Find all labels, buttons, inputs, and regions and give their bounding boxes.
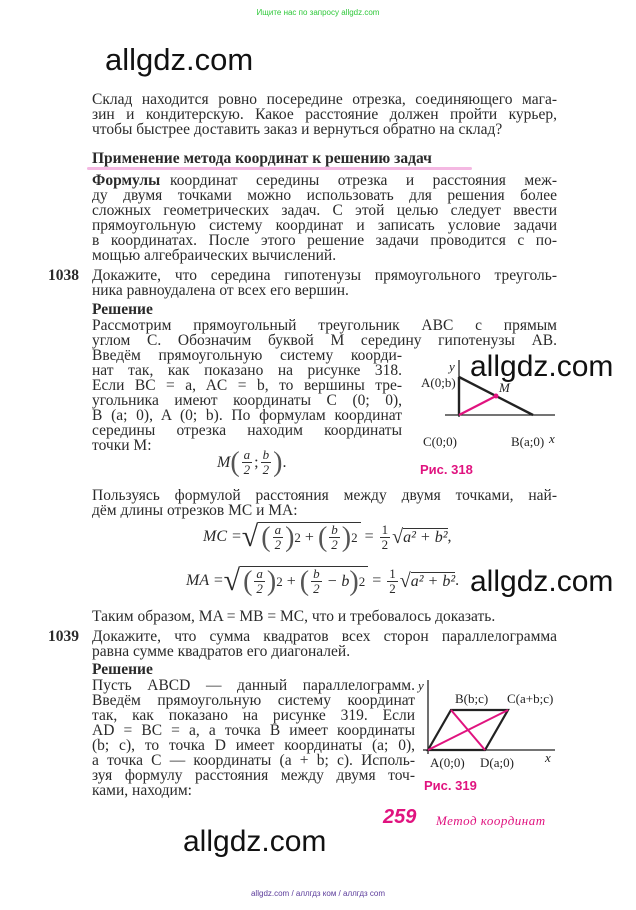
footer-watermark: allgdz.com / аллгдз ком / аллгдз com [250,889,386,898]
label-C: C(0;0) [423,434,457,449]
text-line: сложных геометрических задач. С этой целью следует ввести [92,202,557,219]
label-A: A(0;0) [430,755,465,770]
label-M: M [499,380,510,395]
watermark: allgdz.com [470,350,614,383]
task-number-1039: 1039 [48,628,79,645]
text-line: Пользуясь формулой расстояния между двумя точками, най- [92,487,557,504]
section-heading: Применение метода координат к решению задач [92,150,432,167]
text-line: (b; c), то точка D имеет координаты (a; 0), [92,737,415,754]
label-B: B(b;c) [455,691,489,706]
text-line: ками, находим: [92,782,192,799]
text-line: Если BC = a, AC = b, то вершины тре- [92,377,402,394]
watermark: allgdz.com [470,565,614,598]
text-line: нат так, как показано на рисунке 318. [92,362,402,379]
label-B: B(a;0) [511,434,545,449]
text-line: так, как показано на рисунке 319. Если [92,707,415,724]
fraction: a 2 [243,447,251,477]
text-line: в координатах. После этого решение задачи проводится с по- [92,232,557,249]
text-line: Таким образом, MA = MB = MC, что и требовалось доказать. [92,608,496,625]
formula-text: M [217,453,231,471]
text-line: прямоугольную систему координат и записать условие задачи [92,217,557,234]
label-x: x [549,431,555,446]
label-C: C(a+b;c) [507,691,554,706]
top-watermark: Ищите нас по запросу allgdz.com [256,8,380,17]
label-x: x [545,750,551,765]
text-line: мощью алгебраических вычислений. [92,247,337,264]
task-number-1038: 1038 [48,267,79,284]
figure-319 [415,676,565,776]
bold-term: Формулы [92,172,161,189]
heading-underline [87,167,472,170]
midpoint-formula: M ( a 2 ; b 2 ) . [217,446,287,478]
text-line: Введём прямоугольную систему коорди- [92,347,402,364]
label-y: y [418,678,424,693]
text-line: зуя формулу расстояния между двумя точ- [92,767,415,784]
text-line: угольника имеют координаты C (0; 0), [92,392,402,409]
text-line: углом C. Обозначим буквой M середину гипотенузы AB. [92,332,557,349]
text-line: Докажите, что сумма квадратов всех сторон параллелограмма [92,628,557,645]
figure-caption: Рис. 319 [424,778,477,793]
text-line: Рассмотрим прямоугольный треугольник ABC с прямым [92,317,557,334]
ma-formula: MA = √ ( a 2 ) 2 + ( b 2 − b ) 2 = $\frac{1}{2}$ √ a² + b² . [186,564,460,597]
text-line: AD = BC = a, а точка B имеет координаты [92,722,415,739]
text-line: координат середины отрезка и расстояния меж- [170,172,557,189]
text-line: Докажите, что середина гипотенузы прямоугольного треуголь- [92,267,557,284]
text-line: зин и кондитерскую. Какое расстояние должен пройти курьер, [92,106,557,123]
figure-caption: Рис. 318 [420,462,473,477]
label-A: A(0;b) [421,375,456,390]
text-line: чтобы быстрее доставить заказ и вернуться обратно на склад? [92,121,503,138]
fraction: b 2 [262,447,270,477]
text-line: Пусть ABCD — данный параллелограмм. [92,677,415,694]
text-line: а точка C — координаты (a + b; c). Исполь- [92,752,415,769]
text-line: середины отрезка находим координаты [92,422,402,439]
text-line: ника равноудалена от всех его вершин. [92,282,349,299]
solution-label: Решение [92,661,153,678]
text-line: ду двумя точками можно использовать для решения более [92,187,557,204]
text-line: точки M: [92,437,152,454]
solution-label: Решение [92,301,153,318]
label-y: y [449,359,455,374]
text-line: дём длины отрезков MC и MA: [92,502,298,519]
text-line: равна сумме квадратов его диагоналей. [92,643,351,660]
text-line: Склад находится ровно посередине отрезка, соединяющего мага- [92,91,557,108]
figure-318 [415,355,565,455]
section-title: Метод координат [436,813,546,828]
mc-formula: MC = √ ( a 2 ) 2 + ( b 2 ) 2 = $\frac{1}{2}$ √ a² + b² , [203,520,452,553]
watermark: allgdz.com [183,825,327,858]
label-D: D(a;0) [480,755,514,770]
page-number: 259 [383,806,417,828]
watermark: allgdz.com [105,42,254,77]
text-line: B (a; 0), A (0; b). По формулам координат [92,407,402,424]
text-line: Введём прямоугольную систему координат [92,692,415,709]
